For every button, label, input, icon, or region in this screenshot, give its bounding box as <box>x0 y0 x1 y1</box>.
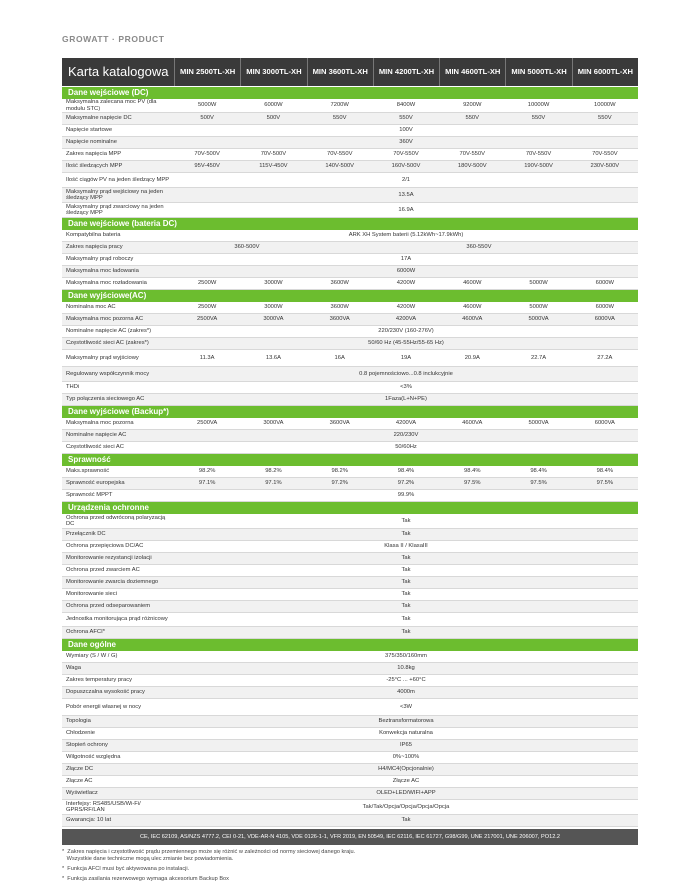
row-value: 99.9% <box>397 492 415 499</box>
section-header: Dane wyjściowe(AC) <box>62 290 638 302</box>
certifications-bar: CE, IEC 62109, AS/NZS 4777.2, CEI 0-21, VDE-AR-N 4105, VDE 0126-1-1, VFR 2019, EN 50549, IEC 62116, IEC 61727, G98/G99, UNE 217001, UNE 206007, PO12.2 <box>62 829 638 845</box>
table-row <box>62 553 638 565</box>
row-value: IP65 <box>400 742 412 749</box>
row-value: 97.5% <box>464 480 481 487</box>
row-value: Beztransformatorowa <box>378 718 434 725</box>
row-label: Nominalne napięcie AC <box>66 432 127 439</box>
row-value: 5000VA <box>528 316 549 323</box>
row-label: Maksymalne napięcie DC <box>66 115 132 122</box>
row-label: Nominalne napięcie AC (zakres*) <box>66 328 152 335</box>
table-row <box>62 149 638 161</box>
row-value: 98.4% <box>530 468 547 475</box>
row-value: 98.4% <box>596 468 614 475</box>
table-row <box>62 577 638 589</box>
row-value: 97.1% <box>265 480 282 487</box>
row-value: 16A <box>334 354 345 361</box>
row-label: Stopień ochrony <box>66 742 108 749</box>
row-label: Ochrona przepięciowa DC/AC <box>66 543 144 550</box>
row-value: 50/60Hz <box>395 444 417 451</box>
footnotes <box>62 849 638 883</box>
row-value: 20.9A <box>464 354 480 361</box>
row-value: 360-500V <box>234 244 260 251</box>
footnote: * Funkcja zasilania rezerwowego wymaga akcesorium Backup Box <box>62 875 229 882</box>
table-row <box>62 302 638 314</box>
row-label: Monitorowanie sieci <box>66 591 117 598</box>
row-value: 3000W <box>264 304 283 311</box>
row-value: 13.5A <box>398 191 414 198</box>
table-row <box>62 651 638 663</box>
row-value: 4600VA <box>462 316 483 323</box>
row-value: 550V <box>332 115 347 122</box>
row-value: 3600W <box>330 304 349 311</box>
table-row <box>62 242 638 254</box>
row-value: 3600VA <box>329 420 350 427</box>
table-row <box>62 740 638 752</box>
section-header: Dane wejściowe (DC) <box>62 87 638 99</box>
row-value: 10000W <box>594 102 616 109</box>
page-title: Karta katalogowa <box>68 64 169 79</box>
row-label: Gwarancja: 10 lat <box>66 817 112 824</box>
row-value: 11.3A <box>199 354 215 361</box>
table-row <box>62 99 638 113</box>
row-label: Ochrona przed zwarciem AC <box>66 567 140 574</box>
row-value: 2500W <box>197 280 217 287</box>
table-row <box>62 326 638 338</box>
row-label: Ochrona AFCI* <box>66 629 105 636</box>
row-value: Złącze AC <box>392 778 420 785</box>
row-label: Zakres napięcia MPP <box>66 151 122 158</box>
table-row <box>62 230 638 242</box>
row-value: 10000W <box>527 102 550 109</box>
footnote: * Zakres napięcia i częstotliwość prądu przemiennego może się różnić w zależności od normy sieciowej danego kraju. Wszystkie dane techniczne mogą ulec zmianie bez powiadomienia. <box>62 849 356 862</box>
row-value: 97.5% <box>596 480 614 487</box>
row-value: 115V-450V <box>259 163 288 170</box>
section-header: Dane wyjściowe (Backup*) <box>62 406 638 418</box>
table-row <box>62 338 638 350</box>
table-row <box>62 699 638 716</box>
table-row <box>62 815 638 827</box>
row-label: Maks.sprawność <box>66 468 110 475</box>
row-value: 70V-550V <box>459 151 485 158</box>
row-label: Sprawność MPPT <box>66 492 113 499</box>
row-label: Interfejsy: RS485/USB/Wi-Fi/ GPRS/RF/LAN <box>66 800 141 813</box>
row-value: 6000W <box>264 102 283 109</box>
row-label: Sprawność europejska <box>66 480 125 487</box>
row-value: 70V-550V <box>592 151 618 158</box>
row-value: 360-550V <box>466 244 492 251</box>
section-header: Sprawność <box>62 454 638 466</box>
row-label: THDi <box>66 384 80 391</box>
row-label: Napięcie nominalne <box>66 139 117 146</box>
row-value: 8400W <box>396 102 416 109</box>
row-value: 98.4% <box>397 468 415 475</box>
table-row <box>62 788 638 800</box>
row-value: 70V-550V <box>525 151 552 158</box>
row-label: Złącze DC <box>66 766 94 773</box>
table-row <box>62 589 638 601</box>
row-value: -25°C ... +60°C <box>386 677 426 684</box>
row-value: 220/230V (160-276V) <box>378 328 434 335</box>
row-value: 16.9A <box>398 206 414 213</box>
model-column-header: MIN 3000TL-XH <box>240 58 306 86</box>
row-value: 5000W <box>529 280 548 287</box>
row-value: 4600W <box>463 280 482 287</box>
row-value: 550V <box>465 115 480 122</box>
table-row <box>62 125 638 137</box>
row-value: 0.8 pojemnościowo...0.8 inclukcyjnie <box>359 370 453 377</box>
row-label: Waga <box>66 665 81 672</box>
row-label: Pobór energii własnej w nocy <box>66 703 142 710</box>
row-value: 4200W <box>396 304 416 311</box>
model-column-header: MIN 3600TL-XH <box>307 58 373 86</box>
row-label: Regulowany współczynnik mocy <box>66 370 150 377</box>
table-row <box>62 752 638 764</box>
row-value: 2/1 <box>401 176 411 183</box>
row-value: 550V <box>598 115 612 122</box>
row-value: 3000W <box>264 280 283 287</box>
row-value: ARK XH System baterii (5.12kWh~17.9kWh) <box>348 232 464 239</box>
row-value: 500V <box>266 115 281 122</box>
row-label: Dopuszczalna wysokość pracy <box>66 689 145 696</box>
row-value: Tak <box>401 817 411 824</box>
table-row <box>62 565 638 577</box>
row-value: 5000W <box>529 304 548 311</box>
row-value: Tak <box>401 616 411 623</box>
table-row <box>62 613 638 627</box>
table-row <box>62 350 638 367</box>
row-value: 9200W <box>463 102 482 109</box>
table-row <box>62 514 638 529</box>
table-row <box>62 675 638 687</box>
row-value: 3600W <box>330 280 349 287</box>
row-value: 98.2% <box>265 468 282 475</box>
table-row <box>62 418 638 430</box>
row-value: 4200VA <box>395 316 417 323</box>
row-value: 360V <box>399 139 413 146</box>
table-row <box>62 627 638 639</box>
row-value: 1Faza(L+N+PE) <box>385 396 427 403</box>
row-label: Ilość śledzących MPP <box>66 163 123 170</box>
row-value: 4600W <box>463 304 482 311</box>
row-value: 6000W <box>396 268 416 275</box>
table-row <box>62 541 638 553</box>
row-label: Maksymalna moc ładowania <box>66 268 139 275</box>
row-value: Tak <box>401 567 411 574</box>
row-label: Maksymalny prąd roboczy <box>66 256 134 263</box>
row-value: 13.6A <box>265 354 281 361</box>
footnote: * Funkcja AFCI musi być aktywowana po instalacji. <box>62 865 190 872</box>
table-row <box>62 173 638 188</box>
table-row <box>62 266 638 278</box>
row-value: 4600VA <box>462 420 483 427</box>
brand-header: GROWATT · PRODUCT <box>62 34 165 44</box>
row-value: 7200W <box>330 102 349 109</box>
table-row <box>62 776 638 788</box>
row-value: Tak <box>401 603 411 610</box>
row-value: <3W <box>399 703 413 710</box>
row-value: 4200W <box>396 280 416 287</box>
table-row <box>62 442 638 454</box>
row-value: 500V <box>200 115 214 122</box>
table-row <box>62 716 638 728</box>
row-value: 180V-500V <box>457 163 487 170</box>
table-row <box>62 466 638 478</box>
row-value: Tak <box>401 629 411 636</box>
row-value: <3% <box>400 384 412 391</box>
row-label: Maksymalna moc pozorna AC <box>66 316 144 323</box>
row-label: Monitorowanie zwarcia doziemnego <box>66 579 159 586</box>
row-value: Tak <box>401 531 411 538</box>
row-label: Kompatybilna bateria <box>66 232 121 239</box>
row-value: 98.2% <box>198 468 216 475</box>
row-label: Jednostka monitorująca prąd różnicowy <box>66 616 168 623</box>
row-value: 4200VA <box>395 420 417 427</box>
row-value: 375/350/160mm <box>385 653 427 660</box>
row-value: 98.2% <box>331 468 348 475</box>
row-value: 2500VA <box>197 420 218 427</box>
row-value: 97.5% <box>530 480 547 487</box>
table-row <box>62 113 638 125</box>
row-value: H4/MC4(Opcjonalnie) <box>378 766 434 773</box>
row-value: 4000m <box>397 689 415 696</box>
datasheet-table <box>62 58 638 886</box>
row-value: 5000VA <box>528 420 549 427</box>
table-row <box>62 663 638 675</box>
row-value: 550V <box>531 115 546 122</box>
row-value: 3600VA <box>329 316 350 323</box>
row-label: Przełącznik DC <box>66 531 106 538</box>
row-value: 97.1% <box>198 480 216 487</box>
row-value: 6000VA <box>594 316 615 323</box>
section-header: Dane wejściowe (bateria DC) <box>62 218 638 230</box>
model-column-header: MIN 4200TL-XH <box>373 58 439 86</box>
row-value: 70V-500V <box>194 151 220 158</box>
row-value: 70V-550V <box>326 151 353 158</box>
table-row <box>62 490 638 502</box>
row-value: 70V-500V <box>260 151 287 158</box>
row-value: 2500VA <box>197 316 218 323</box>
row-value: Klasa II / KlasaIII <box>384 543 428 550</box>
row-label: Monitorowanie rezystancji izolacji <box>66 555 152 562</box>
table-row <box>62 367 638 382</box>
row-value: 6000W <box>595 304 615 311</box>
table-row <box>62 728 638 740</box>
row-value: 27.2A <box>597 354 613 361</box>
row-label: Zakres temperatury pracy <box>66 677 133 684</box>
row-label: Częstotliwość sieci AC (zakres*) <box>66 340 149 347</box>
table-row <box>62 430 638 442</box>
row-label: Ochrona przed odseparowaniem <box>66 603 151 610</box>
row-value: 19A <box>400 354 412 361</box>
row-label: Wymiary (S / W / G) <box>66 653 118 660</box>
row-value: 10.8kg <box>397 665 415 672</box>
row-value: 98.4% <box>464 468 481 475</box>
table-row <box>62 161 638 173</box>
row-label: Wyświetlacz <box>66 790 98 797</box>
row-value: 3000VA <box>263 316 284 323</box>
row-value: 5000W <box>197 102 217 109</box>
row-value: 2500W <box>197 304 217 311</box>
table-row <box>62 478 638 490</box>
row-label: Maksymalny prąd wyjściowy <box>66 354 139 361</box>
row-value: Tak <box>401 579 411 586</box>
row-value: 97.2% <box>331 480 348 487</box>
row-label: Zakres napięcia pracy <box>66 244 123 251</box>
row-value: Konwekcja naturalna <box>379 730 433 737</box>
row-value: 95V-450V <box>194 163 220 170</box>
row-value: 3000VA <box>263 420 284 427</box>
row-label: Typ połączenia sieciowego AC <box>66 396 145 403</box>
table-row <box>62 382 638 394</box>
table-row <box>62 394 638 406</box>
row-label: Częstotliwość sieci AC <box>66 444 124 451</box>
table-row <box>62 601 638 613</box>
table-row <box>62 137 638 149</box>
table-row <box>62 254 638 266</box>
row-label: Maksymalny prąd wejściowy na jeden śledzący MPP <box>66 188 163 201</box>
table-row <box>62 203 638 218</box>
row-label: Napięcie startowe <box>66 127 113 134</box>
row-label: Maksymalny prąd zwarciowy na jeden śledzący MPP <box>66 203 164 216</box>
model-column-header: MIN 2500TL-XH <box>174 58 240 86</box>
model-column-header: MIN 4600TL-XH <box>439 58 505 86</box>
row-value: 230V-500V <box>590 163 620 170</box>
row-label: Nominalna moc AC <box>66 304 116 311</box>
row-value: 550V <box>399 115 413 122</box>
table-row <box>62 314 638 326</box>
section-header: Urządzenia ochronne <box>62 502 638 514</box>
row-value: Tak <box>401 591 411 598</box>
section-header: Dane ogólne <box>62 639 638 651</box>
table-header <box>62 58 638 87</box>
table-row <box>62 800 638 815</box>
row-value: 190V-500V <box>524 163 553 170</box>
row-value: 100V <box>399 127 413 134</box>
row-value: OLED+LED/WIFI+APP <box>376 790 436 797</box>
table-row <box>62 188 638 203</box>
row-value: 220/230V <box>393 432 419 439</box>
row-value: 17A <box>400 256 412 263</box>
table-row <box>62 687 638 699</box>
row-value: Tak <box>401 517 411 524</box>
row-value: Tak/Tak/Opcja/Opcja/Opcja/Opcja <box>362 803 450 810</box>
row-label: Złącze AC <box>66 778 93 785</box>
row-label: Ochrona przed odwróconą polaryzacją DC <box>66 514 166 527</box>
row-value: 97.2% <box>397 480 415 487</box>
row-label: Maksymalna moc rozładowania <box>66 280 147 287</box>
row-value: 6000VA <box>594 420 615 427</box>
row-value: 6000W <box>595 280 615 287</box>
row-label: Ilość ciągów PV na jeden śledzący MPP <box>66 176 170 183</box>
table-row <box>62 529 638 541</box>
table-row <box>62 764 638 776</box>
row-label: Wilgotność względna <box>66 754 121 761</box>
row-value: 140V-500V <box>325 163 355 170</box>
row-label: Maksymalna moc pozorna <box>66 420 134 427</box>
model-column-header: MIN 6000TL-XH <box>572 58 638 86</box>
row-value: 22.7A <box>530 354 547 361</box>
model-column-header: MIN 5000TL-XH <box>505 58 571 86</box>
row-value: 50/60 Hz (45-55Hz/55-65 Hz) <box>368 340 444 347</box>
table-row <box>62 278 638 290</box>
row-value: 160V-500V <box>391 163 421 170</box>
row-value: 0%~100% <box>392 754 420 761</box>
row-value: 70V-550V <box>393 151 419 158</box>
row-label: Chłodzenie <box>66 730 96 737</box>
row-label: Maksymalna zalecana moc PV (dla modułu STC) <box>66 99 157 112</box>
row-value: Tak <box>401 555 411 562</box>
row-label: Topologia <box>66 718 91 725</box>
